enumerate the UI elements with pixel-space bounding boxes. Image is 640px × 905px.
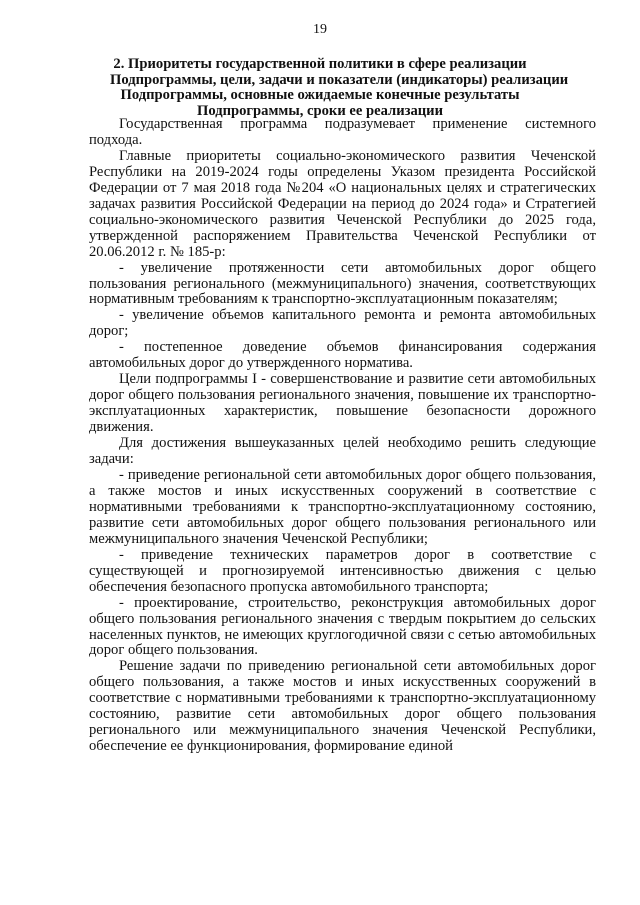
priority-item-network-length: - увеличение протяженности сети автомобильных дорог общего пользования регионального (межмуниципального) значения, соответствующих нормативным требованиям к транспортно-эксплуатационным показателям; [89,259,596,308]
paragraph-tasks-intro: Для достижения вышеуказанных целей необходимо решить следующие задачи: [89,435,596,468]
paragraph-task-solution: Решение задачи по приведению региональной сети автомобильных дорог общего пользования, а также мостов и иных искусственных сооружений в соответствие с нормативными требованиями к транспортно-эксплуатационному состоянию, развитие сети автомобильных дорог общего пользования регионального или межмуниципального значения Чеченской Республики, обеспечение ее функционирования, формирование единой [89,658,596,755]
task-item-network-compliance: - приведение региональной сети автомобильных дорог общего пользования, а также мостов и иных искусственных сооружений в соответствие с нормативными требованиями к транспортно-эксплуатационному состоянию, развитие сети автомобильных дорог общего пользования регионального или межмуниципального значения Чеченской Республики; [89,466,596,547]
section-heading [110,56,569,119]
section-heading-line: Подпрограммы, основные ожидаемые конечные результаты [120,87,520,103]
section-heading-line: 2. Приоритеты государственной политики в сфере реализации [113,56,527,72]
document-body [89,117,596,755]
paragraph-subprogram-goals: Цели подпрограммы I - совершенствование и развитие сети автомобильных дорог общего пользования регионального значения, повышение их транспортно-эксплуатационных характеристик, повышение безопасности дорожного движения. [89,371,596,436]
task-item-design-construction: - проектирование, строительство, реконструкция автомобильных дорог общего пользования регионального значения с твердым покрытием до сельских населенных пунктов, не имеющих круглогодичной связи с сетью автомобильных дорог общего пользования. [89,594,596,659]
priority-item-repair-volume: - увеличение объемов капитального ремонта и ремонта автомобильных дорог; [89,307,596,340]
paragraph-system-approach: Государственная программа подразумевает применение системного подхода. [89,116,596,148]
section-heading-line: Подпрограммы, цели, задачи и показатели (индикаторы) реализации [110,71,569,88]
paragraph-main-priorities: Главные приоритеты социально-экономического развития Чеченской Республики на 2019-2024 годы определены Указом президента Российской Федерации от 7 мая 2018 года №204 «О национальных целях и стратегических задачах развития Российской Федерации на период до 2024 года» и Стратегией социально-экономического развития Чеченской Республики до 2025 года, утвержденной распоряжением Правительства Чеченской Республики от 20.06.2012 г. № 185-р: [89,147,596,260]
priority-item-financing: - постепенное доведение объемов финансирования содержания автомобильных дорог до утвержденного норматива. [89,339,596,372]
task-item-technical-parameters: - приведение технических параметров дорог в соответствие с существующей и прогнозируемой интенсивностью движения с целью обеспечения безопасного пропуска автомобильного транспорта; [89,546,596,595]
page-number: 19 [313,22,327,37]
section-heading-line: Подпрограммы, сроки ее реализации [196,102,443,119]
